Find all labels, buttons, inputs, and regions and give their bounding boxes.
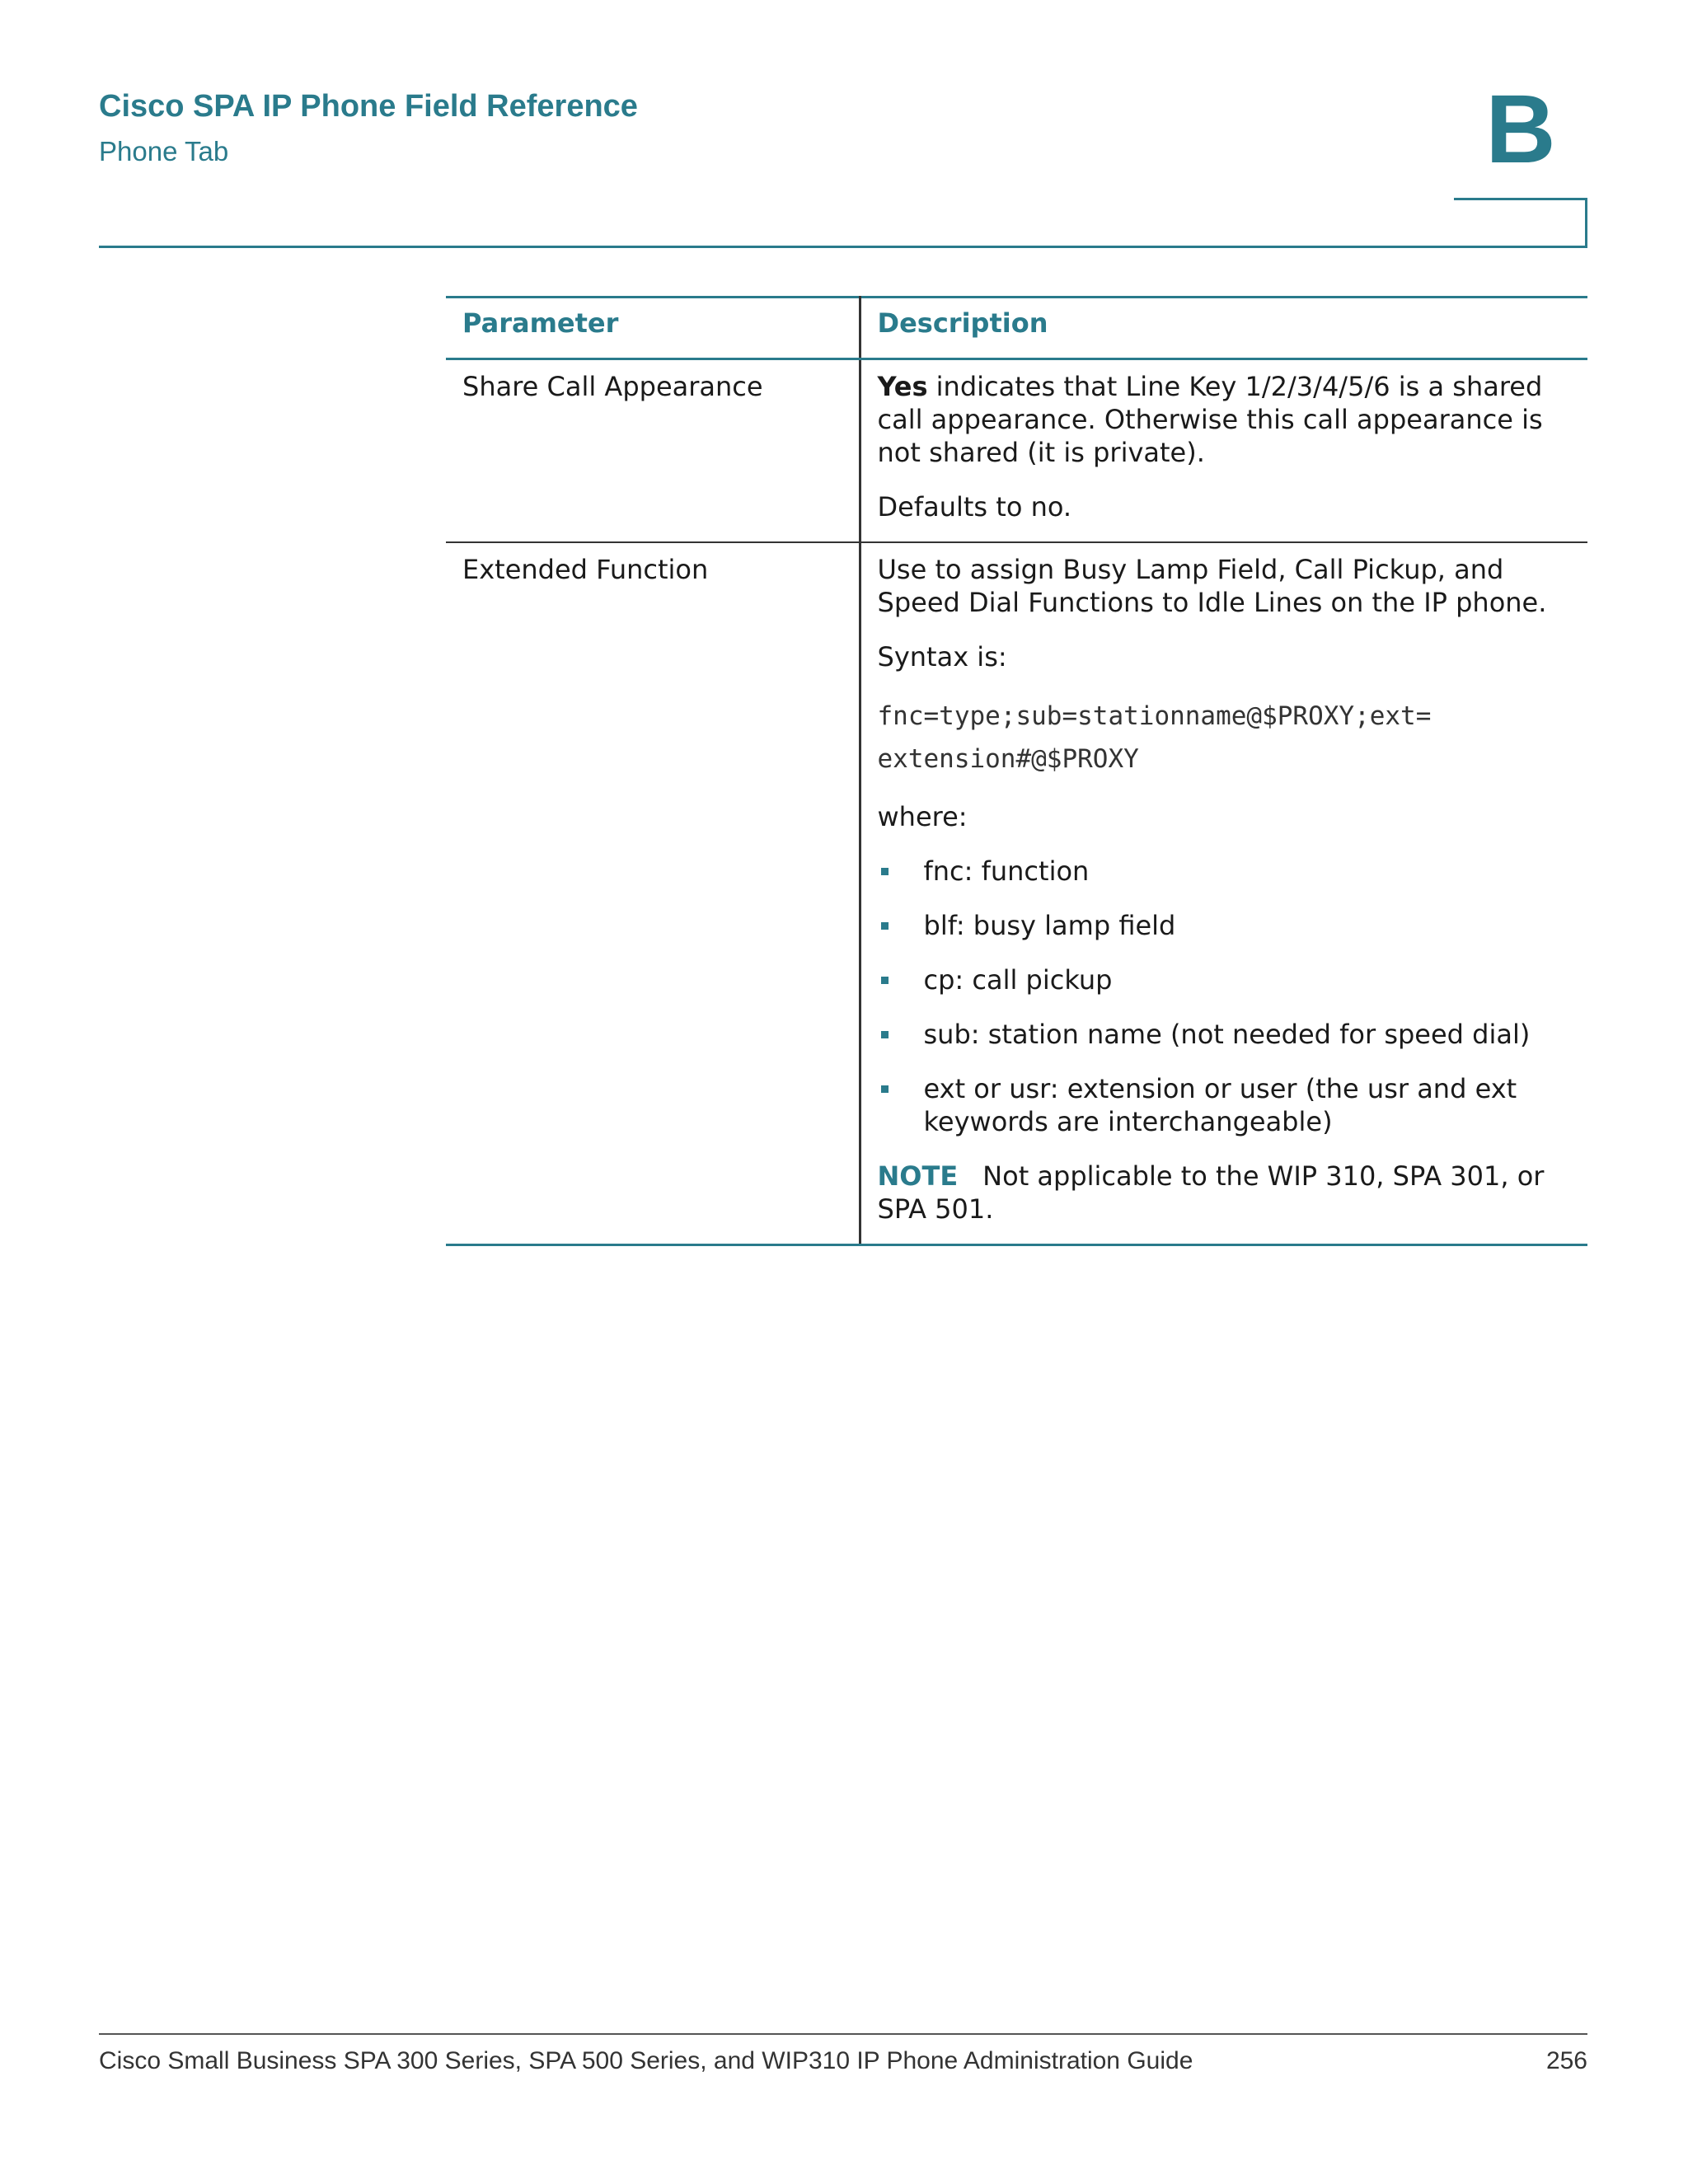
list-item-text: blf: busy lamp field bbox=[923, 910, 1176, 941]
list-item bbox=[878, 855, 1572, 888]
square-bullet-icon bbox=[881, 868, 889, 875]
keyword-list bbox=[878, 855, 1572, 1138]
syntax-code bbox=[878, 695, 1572, 780]
column-header-parameter: Parameter bbox=[446, 298, 860, 359]
parameter-description bbox=[860, 542, 1587, 1245]
column-header-description: Description bbox=[860, 298, 1587, 359]
list-item-text: cp: call pickup bbox=[923, 964, 1113, 996]
description-text: indicates that Line Key 1/2/3/4/5/6 is a shared call appearance. Otherwise this call appearance is not shared (it is private). bbox=[877, 371, 1543, 468]
square-bullet-icon bbox=[881, 1085, 889, 1093]
note-paragraph bbox=[878, 1160, 1572, 1226]
document-title: Cisco SPA IP Phone Field Reference bbox=[99, 89, 638, 124]
appendix-letter: B bbox=[1485, 75, 1556, 184]
section-subtitle: Phone Tab bbox=[99, 136, 229, 166]
parameter-name: Extended Function bbox=[446, 542, 860, 1245]
list-item bbox=[878, 909, 1572, 942]
table-header-row bbox=[446, 298, 1587, 359]
page-number: 256 bbox=[1545, 2047, 1587, 2074]
list-item bbox=[878, 963, 1572, 996]
footer-guide-title: Cisco Small Business SPA 300 Series, SPA 500 Series, and WIP310 IP Phone Administration Guide bbox=[99, 2047, 1193, 2074]
list-item bbox=[878, 1072, 1572, 1138]
list-item-text: sub: station name (not needed for speed dial) bbox=[923, 1019, 1531, 1050]
bold-keyword: Yes bbox=[877, 371, 928, 402]
list-item-text: ext or usr: extension or user (the usr and ext keywords are interchangeable) bbox=[923, 1073, 1517, 1137]
default-value-text: Defaults to no. bbox=[877, 491, 1072, 523]
syntax-label: Syntax is: bbox=[877, 641, 1007, 673]
list-item-text: fnc: function bbox=[923, 855, 1090, 887]
header-divider bbox=[99, 246, 1587, 248]
table-row bbox=[446, 542, 1587, 1245]
square-bullet-icon bbox=[881, 1031, 889, 1038]
where-label: where: bbox=[877, 801, 968, 832]
note-label: NOTE bbox=[877, 1160, 959, 1192]
appendix-tab-box bbox=[1454, 198, 1587, 246]
description-intro: Use to assign Busy Lamp Field, Call Pickup, and Speed Dial Functions to Idle Lines on the IP phone. bbox=[877, 554, 1547, 618]
parameter-name: Share Call Appearance bbox=[446, 359, 860, 543]
parameter-table bbox=[446, 296, 1587, 1246]
syntax-code-line: extension#@$PROXY bbox=[877, 744, 1139, 774]
footer-divider bbox=[99, 2033, 1587, 2035]
parameter-description bbox=[860, 359, 1587, 543]
syntax-code-line: fnc=type;sub=stationname@$PROXY;ext= bbox=[877, 701, 1432, 731]
description-paragraph bbox=[878, 370, 1572, 469]
square-bullet-icon bbox=[881, 922, 889, 930]
table-row bbox=[446, 359, 1587, 543]
note-text: Not applicable to the WIP 310, SPA 301, or SPA 501. bbox=[877, 1160, 1545, 1225]
list-item bbox=[878, 1018, 1572, 1051]
square-bullet-icon bbox=[881, 977, 889, 984]
